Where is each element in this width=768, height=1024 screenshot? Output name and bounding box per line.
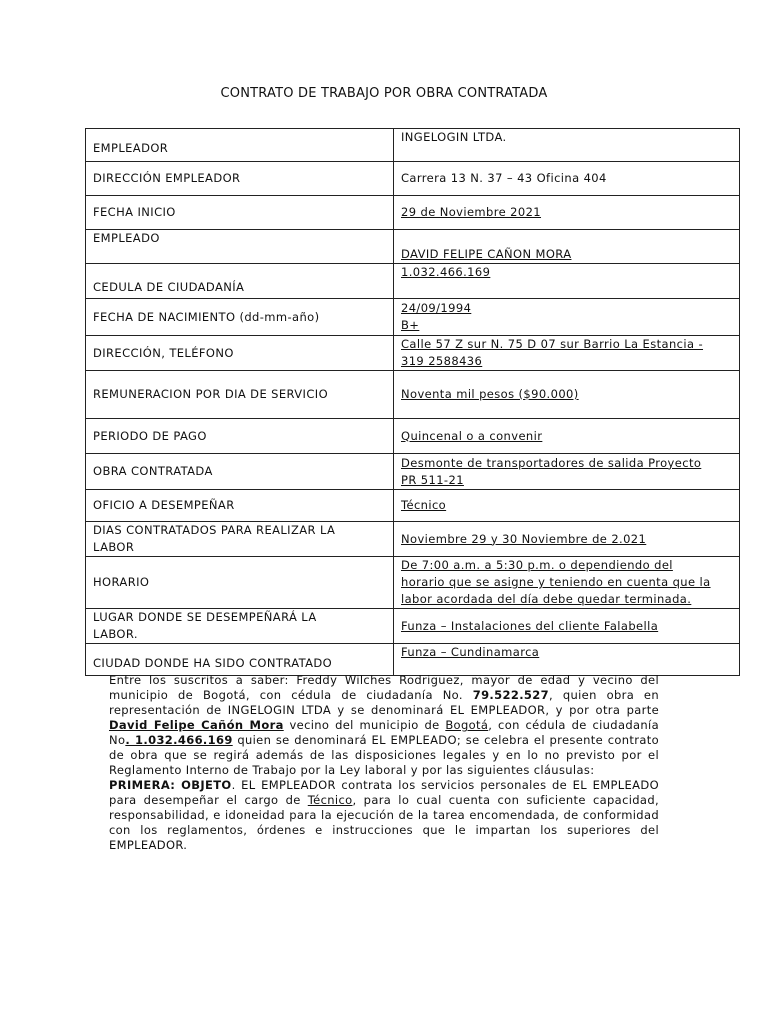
value-oficio: Técnico bbox=[401, 498, 447, 512]
label-dias-contratados: DIAS CONTRATADOS PARA REALIZAR LA bbox=[93, 523, 336, 537]
value-grupo-sanguineo: B+ bbox=[401, 318, 420, 332]
row-periodo-pago bbox=[86, 419, 740, 454]
label-horario: HORARIO bbox=[86, 557, 394, 609]
row-obra-contratada bbox=[86, 454, 740, 490]
intro-text-4: , con cédula de ciudadanía No bbox=[109, 718, 659, 747]
cargo-tecnico: Técnico bbox=[307, 793, 353, 807]
row-fecha-nacimiento bbox=[86, 299, 740, 336]
row-fecha-inicio bbox=[86, 196, 740, 230]
intro-text-1: Entre los suscritos a saber: Freddy Wilches Rodriguez, mayor de edad y vecino del municipio de Bogotá, con cédula de ciudadanía No. bbox=[109, 673, 659, 702]
row-oficio bbox=[86, 490, 740, 522]
value-telefono: 319 2588436 bbox=[401, 354, 483, 368]
label-obra-contratada: OBRA CONTRATADA bbox=[86, 454, 394, 490]
value-horario-3: labor acordada del día debe quedar terminada. bbox=[401, 592, 692, 606]
intro-text-5: quien se denominará EL EMPLEADO; se celebra el presente contrato de obra que se regirá además de las disposiciones legales y en lo no previsto por el Reglamento Interno de Trabajo por la Ley laboral y por las siguientes cláusulas: bbox=[109, 733, 659, 777]
primera-text-1: . EL EMPLEADOR contrata los servicios personales de EL EMPLEADO para desempeñar el cargo de bbox=[109, 778, 659, 807]
row-direccion-empleador bbox=[86, 162, 740, 196]
label-lugar: LUGAR DONDE SE DESEMPEÑARÁ LA bbox=[93, 610, 317, 624]
value-fecha-inicio: 29 de Noviembre 2021 bbox=[401, 205, 542, 219]
value-direccion: Calle 57 Z sur N. 75 D 07 sur Barrio La Estancia - bbox=[401, 337, 704, 351]
municipio-empleado: Bogotá bbox=[445, 718, 489, 732]
label-ciudad: CIUDAD DONDE HA SIDO CONTRATADO bbox=[86, 644, 394, 676]
row-ciudad bbox=[86, 644, 740, 676]
intro-text-2: , quien obra en representación de INGELOGIN LTDA y se denominará EL EMPLEADOR, y por otra parte bbox=[109, 688, 659, 717]
value-empleador: INGELOGIN LTDA. bbox=[394, 129, 740, 162]
intro-text-3: vecino del municipio de bbox=[283, 718, 446, 732]
value-horario-1: De 7:00 a.m. a 5:30 p.m. o dependiendo del bbox=[401, 558, 673, 572]
row-direccion-telefono bbox=[86, 336, 740, 371]
label-cedula: CEDULA DE CIUDADANÍA bbox=[86, 264, 394, 299]
value-direccion-empleador: Carrera 13 N. 37 – 43 Oficina 404 bbox=[394, 162, 740, 196]
value-periodo-pago: Quincenal o a convenir bbox=[401, 428, 543, 443]
empleado-nombre: David Felipe Cañón Mora bbox=[109, 718, 284, 732]
row-remuneracion bbox=[86, 371, 740, 419]
primera-text-2: , para lo cual cuenta con suficiente capacidad, responsabilidad, e idoneidad para la ejecución de la tarea encomendada, de conformidad con los reglamentos, órdenes e instrucciones que le impartan los superiores del EMPLEADOR. bbox=[109, 793, 659, 852]
representante-cedula: 79.522.527 bbox=[472, 688, 549, 702]
value-empleado: DAVID FELIPE CAÑON MORA bbox=[401, 247, 572, 261]
row-lugar bbox=[86, 609, 740, 644]
value-proyecto: PR 511-21 bbox=[401, 472, 464, 487]
label-fecha-inicio: FECHA INICIO bbox=[86, 196, 394, 230]
label-direccion-telefono: DIRECCIÓN, TELÉFONO bbox=[86, 336, 394, 371]
label-empleador: EMPLEADOR bbox=[86, 129, 394, 162]
label-lugar-2: LABOR. bbox=[93, 627, 138, 641]
value-dias-contratados: Noviembre 29 y 30 Noviembre de 2.021 bbox=[401, 531, 647, 546]
row-horario bbox=[86, 557, 740, 609]
label-periodo-pago: PERIODO DE PAGO bbox=[86, 419, 394, 454]
value-remuneracion: Noventa mil pesos ($90.000) bbox=[401, 387, 579, 401]
label-empleado: EMPLEADO bbox=[86, 230, 394, 264]
document-title: CONTRATO DE TRABAJO POR OBRA CONTRATADA bbox=[220, 86, 548, 101]
clausula-primera-heading: PRIMERA: OBJETO bbox=[109, 778, 232, 792]
paragraph-primera bbox=[109, 778, 659, 853]
row-dias-contratados bbox=[86, 522, 740, 557]
label-remuneracion: REMUNERACION POR DIA DE SERVICIO bbox=[86, 371, 394, 419]
paragraph-intro bbox=[109, 673, 659, 778]
value-fecha-nacimiento: 24/09/1994 bbox=[401, 301, 472, 315]
label-fecha-nacimiento: FECHA DE NACIMIENTO (dd-mm-año) bbox=[86, 299, 394, 336]
label-oficio: OFICIO A DESEMPEÑAR bbox=[86, 490, 394, 522]
value-lugar: Funza – Instalaciones del cliente Falabella bbox=[401, 618, 659, 633]
value-obra-contratada: Desmonte de transportadores de salida Proyecto bbox=[401, 455, 702, 470]
value-ciudad: Funza – Cundinamarca bbox=[401, 645, 540, 659]
label-direccion-empleador: DIRECCIÓN EMPLEADOR bbox=[86, 162, 394, 196]
contract-body bbox=[109, 673, 659, 853]
row-cedula bbox=[86, 264, 740, 299]
value-cedula: 1.032.466.169 bbox=[401, 265, 491, 279]
value-horario-2: horario que se asigne y teniendo en cuenta que la bbox=[401, 575, 711, 589]
label-dias-contratados-2: LABOR bbox=[93, 540, 135, 554]
row-empleado bbox=[86, 230, 740, 264]
row-empleador bbox=[86, 129, 740, 162]
empleado-cedula: . 1.032.466.169 bbox=[125, 733, 233, 747]
contract-table bbox=[85, 128, 740, 676]
